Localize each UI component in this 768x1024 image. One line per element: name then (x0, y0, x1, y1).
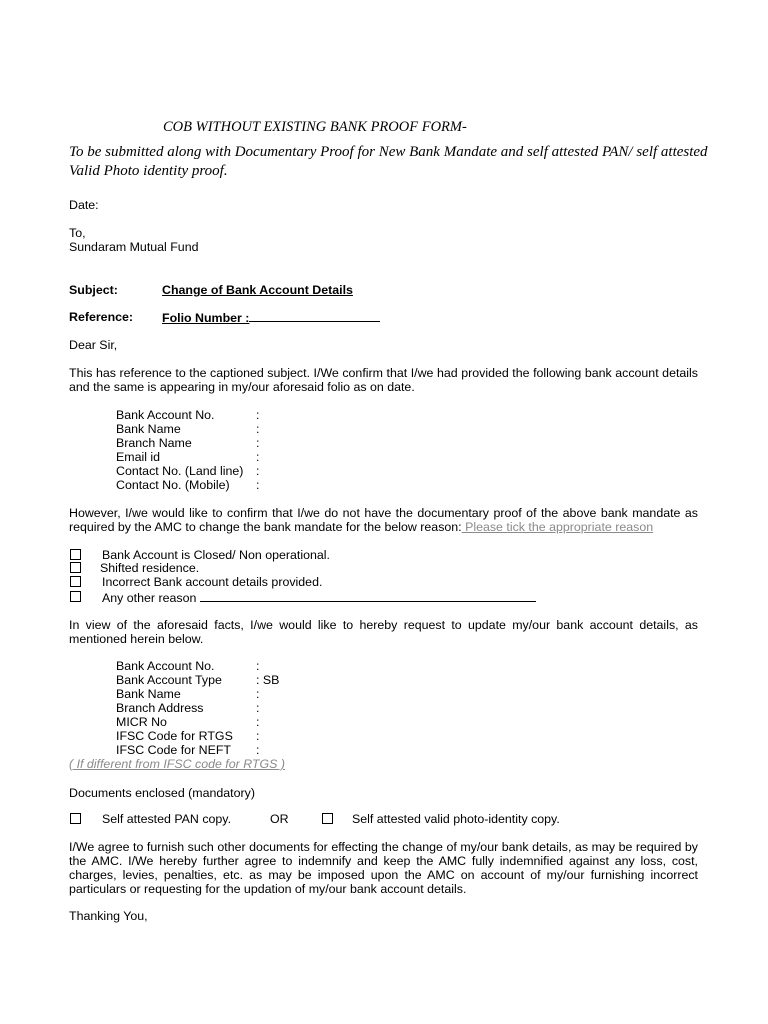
salutation: Dear Sir, (69, 338, 118, 352)
new-field-row: Bank Account No. : (116, 659, 260, 673)
new-field-row: Branch Address : (116, 701, 260, 715)
reason-label: Bank Account is Closed/ Non operational. (102, 548, 330, 562)
closing: Thanking You, (69, 909, 148, 923)
tick-reason-note: Please tick the appropriate reason (461, 520, 654, 534)
reason-checkbox-other[interactable] (70, 591, 81, 602)
new-field-row: MICR No : (116, 715, 260, 729)
pan-copy-checkbox[interactable] (70, 813, 81, 824)
addressee: Sundaram Mutual Fund (69, 240, 199, 254)
new-field-row: Bank Name : (116, 687, 260, 701)
subject-label: Subject: (69, 283, 118, 297)
existing-field-row: Contact No. (Mobile) : (116, 478, 260, 492)
reference-label: Reference: (69, 310, 134, 324)
paragraph-update-request: In view of the aforesaid facts, I/we would like to hereby request to update my/our bank account details, as mentioned herein below. (69, 618, 698, 646)
reason-label: Incorrect Bank account details provided. (102, 575, 323, 589)
reason-label: Any other reason (102, 591, 197, 605)
pan-copy-label: Self attested PAN copy. (102, 812, 232, 826)
existing-field-row: Bank Account No. : (116, 408, 260, 422)
new-field-row: Bank Account Type : SB (116, 673, 280, 687)
reason-checkbox-closed[interactable] (70, 549, 81, 560)
subject-value: Change of Bank Account Details (162, 283, 353, 297)
reason-checkbox-shifted[interactable] (70, 562, 81, 573)
or-label: OR (270, 812, 289, 826)
existing-field-row: Contact No. (Land line) : (116, 464, 260, 478)
paragraph-no-proof: However, I/we would like to confirm that I/we do not have the documentary proof of the above bank mandate as required by the AMC to change the bank mandate for the below reason: Please tick the appropriate reason (69, 506, 698, 534)
other-reason-line[interactable] (200, 590, 536, 602)
new-field-row: IFSC Code for RTGS : (116, 729, 260, 743)
ifsc-note: ( If different from IFSC code for RTGS ) (69, 757, 285, 771)
reason-other-row (102, 590, 536, 605)
reference-field (162, 310, 380, 325)
paragraph-indemnity: I/We agree to furnish such other documents for effecting the change of my/our bank details, as may be required by the AMC. I/We hereby further agree to indemnify and keep the AMC fully indemnified against any loss, cost, charges, levies, penalties, etc. as may be imposed upon the AMC on account of my/our furnishing incorrect particulars or requesting for the updation of my/our bank account details. (69, 840, 698, 896)
form-intro: To be submitted along with Documentary Proof for New Bank Mandate and self attested PAN/ self attested Valid Photo identity proof. (69, 144, 708, 179)
existing-field-row: Bank Name : (116, 422, 260, 436)
form-title: COB WITHOUT EXISTING BANK PROOF FORM- (163, 119, 467, 135)
reason-label: Shifted residence. (100, 561, 200, 575)
folio-number-line[interactable] (249, 310, 380, 322)
documents-label: Documents enclosed (mandatory) (69, 786, 255, 800)
existing-field-row: Email id : (116, 450, 260, 464)
photo-id-label: Self attested valid photo-identity copy. (352, 812, 560, 826)
new-field-row: IFSC Code for NEFT : (116, 743, 260, 757)
photo-id-checkbox[interactable] (322, 813, 333, 824)
paragraph-existing-details: This has reference to the captioned subject. I/We confirm that I/we had provided the following bank account details and the same is appearing in my/our aforesaid folio as on date. (69, 366, 698, 394)
existing-field-row: Branch Name : (116, 436, 260, 450)
date-label: Date: (69, 198, 99, 212)
reference-value: Folio Number : (162, 311, 250, 325)
to-label: To, (69, 226, 86, 240)
reason-checkbox-incorrect[interactable] (70, 576, 81, 587)
